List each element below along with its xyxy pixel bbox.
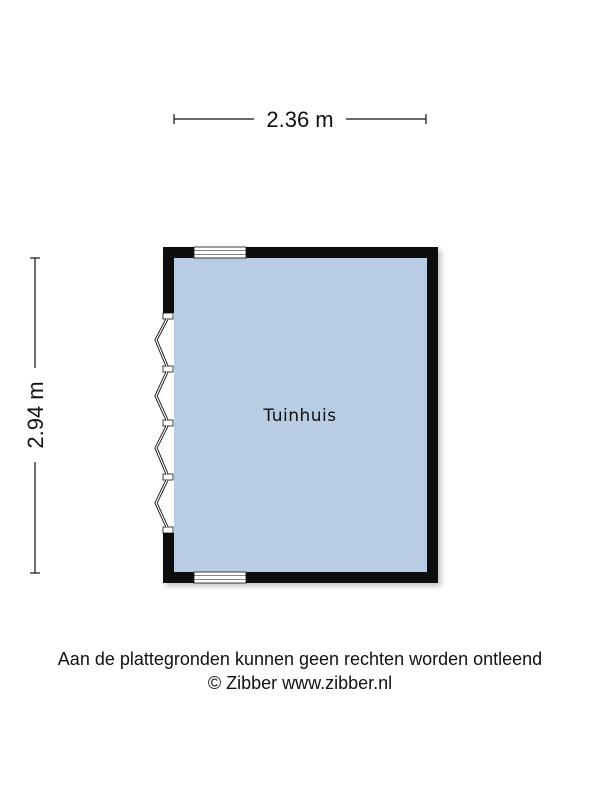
door-jamb — [163, 313, 173, 319]
copyright-text: © Zibber www.zibber.nl — [207, 673, 393, 693]
disclaimer-text: Aan de plattegronden kunnen geen rechten worden ontleend — [57, 649, 543, 669]
door-jamb — [163, 527, 173, 533]
width-dimension-label: 2.36 m — [266, 107, 334, 132]
folding-doors — [156, 313, 174, 533]
height-dimension-label: 2.94 m — [23, 381, 48, 449]
door-jamb — [163, 366, 173, 372]
height-dimension — [23, 258, 48, 573]
room-label: Tuinhuis — [263, 406, 337, 426]
door-jamb — [163, 420, 173, 426]
door-jamb — [163, 474, 173, 480]
width-dimension — [174, 107, 426, 132]
top-window — [194, 247, 246, 258]
bottom-window — [194, 572, 246, 583]
